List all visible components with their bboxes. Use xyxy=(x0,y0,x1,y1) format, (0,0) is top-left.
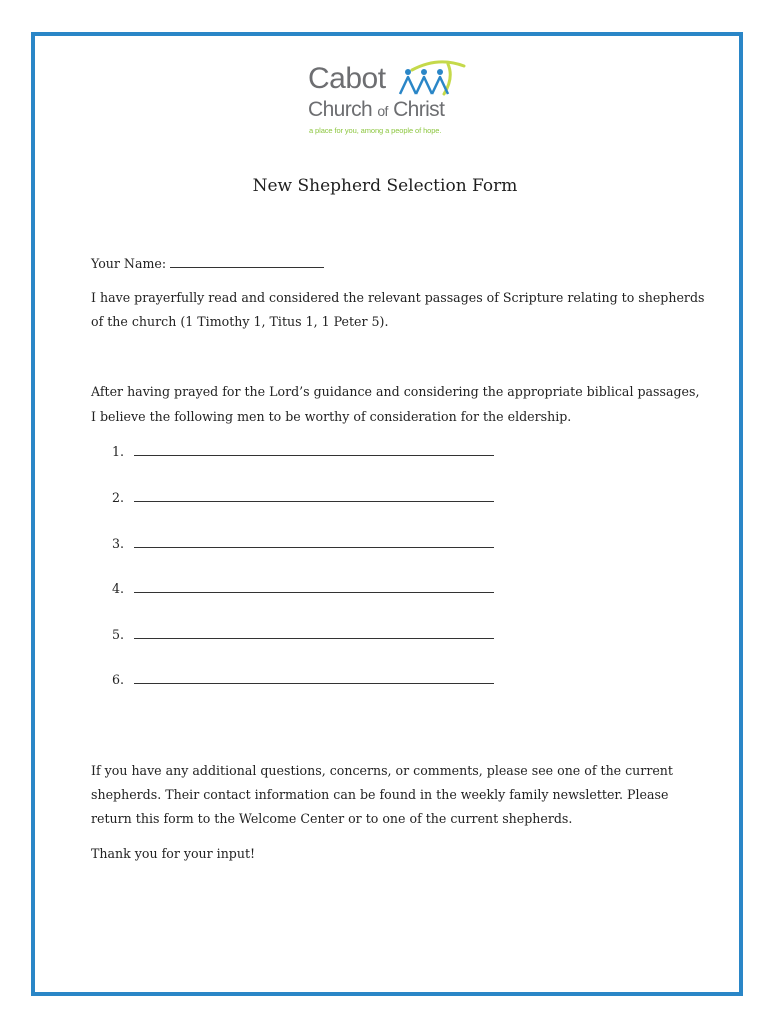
your-name-label: Your Name: xyxy=(91,256,167,271)
logo-name-cabot: Cabot xyxy=(308,62,386,95)
logo-tagline: a place for you, among a people of hope. xyxy=(309,126,442,135)
nominee-row xyxy=(112,535,494,553)
nominee-field[interactable] xyxy=(134,580,494,593)
form-title: New Shepherd Selection Form xyxy=(252,176,518,196)
nominee-row xyxy=(112,671,494,689)
your-name-field[interactable] xyxy=(170,255,324,268)
nominee-row xyxy=(112,443,494,461)
closing-line-2: shepherds. Their contact information can be found in the weekly family newsletter. Please xyxy=(91,787,669,802)
nominee-number: 5. xyxy=(112,627,125,642)
nominate-line-2: I believe the following men to be worthy of consideration for the eldership. xyxy=(91,409,572,424)
closing-line-3: return this form to the Welcome Center or to one of the current shepherds. xyxy=(91,811,573,826)
nominee-row xyxy=(112,580,494,598)
nominee-field[interactable] xyxy=(134,443,494,456)
nominee-number: 1. xyxy=(112,444,125,459)
people-icon xyxy=(398,60,470,96)
nominee-row xyxy=(112,626,494,644)
closing-line-1: If you have any additional questions, concerns, or comments, please see one of the current xyxy=(91,763,673,778)
church-logo xyxy=(308,60,478,146)
your-name-row xyxy=(91,252,324,276)
nominee-field[interactable] xyxy=(134,535,494,548)
logo-name-church: Church of Christ xyxy=(308,98,445,121)
nominee-number: 6. xyxy=(112,672,125,687)
nominee-row xyxy=(112,489,494,507)
nominee-field[interactable] xyxy=(134,671,494,684)
nominee-field[interactable] xyxy=(134,626,494,639)
nominee-number: 4. xyxy=(112,581,125,596)
intro-line-2: of the church (1 Timothy 1, Titus 1, 1 Peter 5). xyxy=(91,314,389,329)
nominee-field[interactable] xyxy=(134,489,494,502)
nominee-number: 2. xyxy=(112,490,125,505)
nominate-line-1: After having prayed for the Lord’s guidance and considering the appropriate biblical passages, xyxy=(91,384,700,399)
thank-you-text: Thank you for your input! xyxy=(91,846,256,861)
nominee-number: 3. xyxy=(112,536,125,551)
intro-line-1: I have prayerfully read and considered the relevant passages of Scripture relating to shepherds xyxy=(91,290,705,305)
